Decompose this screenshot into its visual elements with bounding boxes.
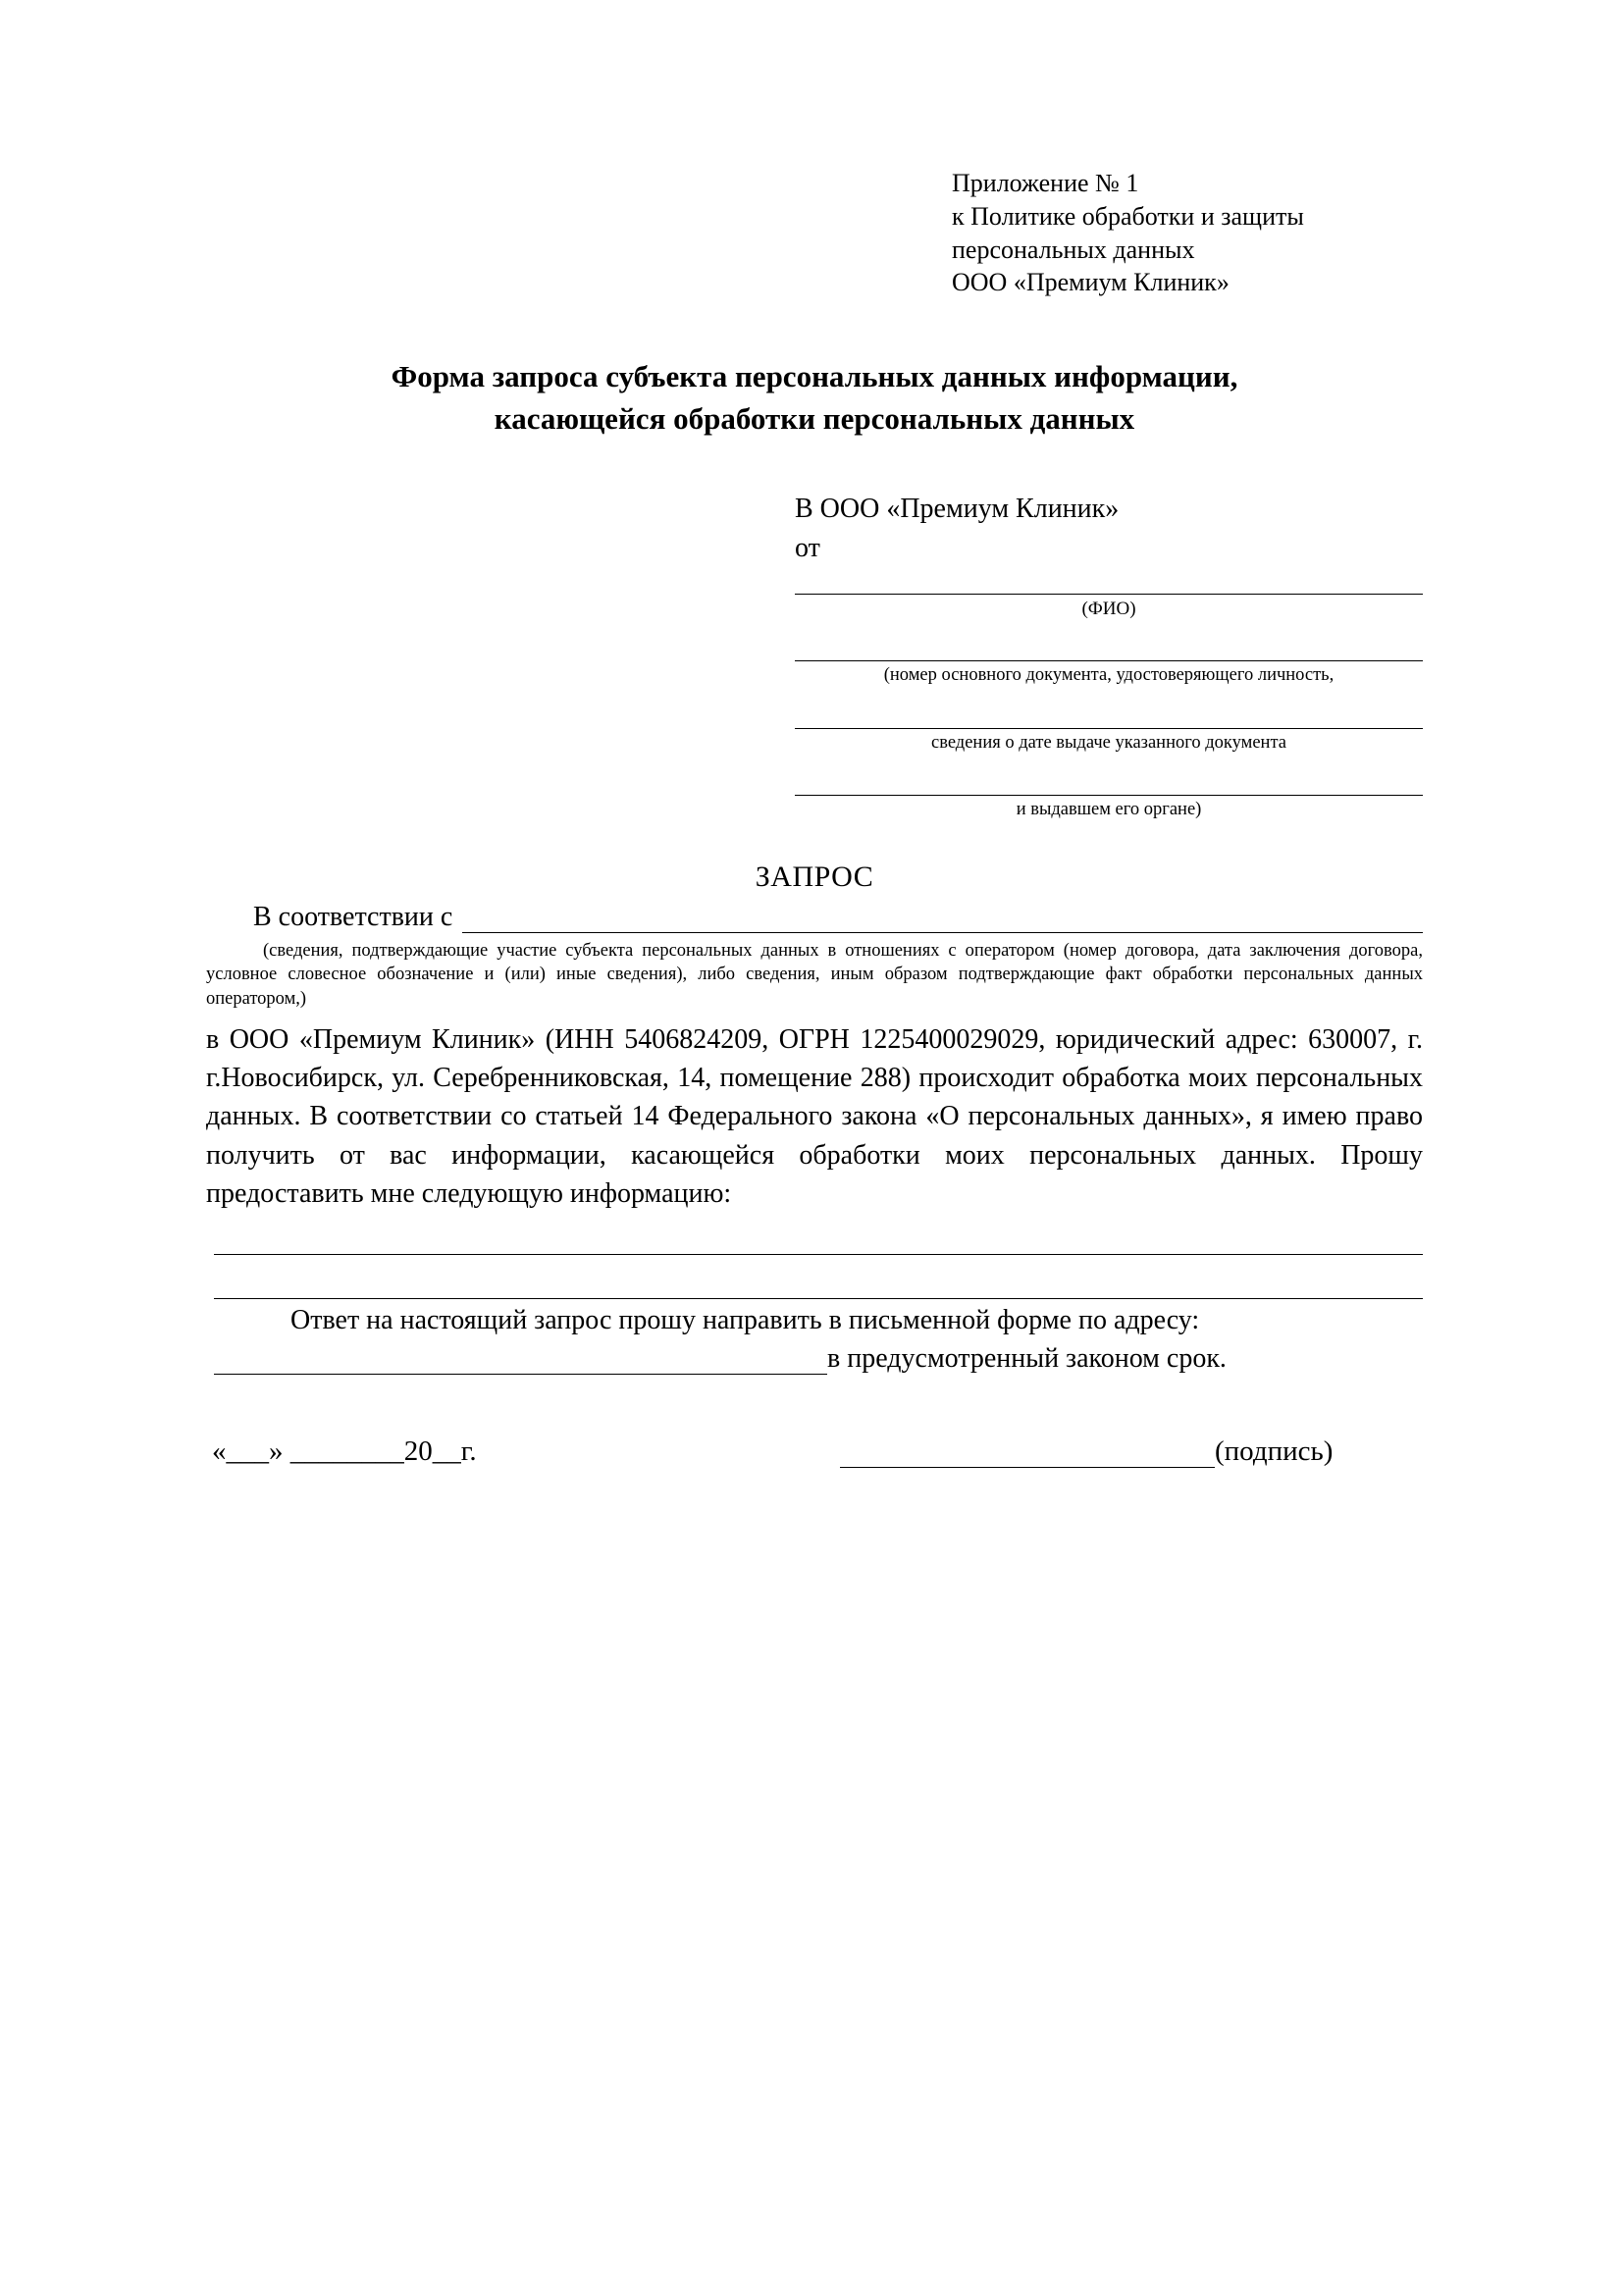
annex-line-4: ООО «Премиум Клиник» [952, 268, 1230, 297]
accordance-row [206, 902, 1423, 933]
info-request-line-2[interactable] [214, 1255, 1423, 1299]
doc-issuer-caption: и выдавшем его органе) [1016, 799, 1202, 819]
signature-caption: (подпись) [1215, 1435, 1334, 1468]
doc-issuer-input-line[interactable] [795, 765, 1423, 796]
from-label: от [795, 532, 820, 563]
reply-address-row [206, 1343, 1423, 1375]
document-content [206, 167, 1423, 1468]
reply-tail-text: в предусмотренный законом срок. [827, 1343, 1227, 1375]
annex-line-3: персональных данных [952, 235, 1195, 264]
accordance-label: В соответствии с [253, 901, 453, 932]
fio-caption: (ФИО) [1081, 598, 1136, 619]
page-title [206, 356, 1423, 441]
accordance-note [206, 939, 1423, 1011]
page-title-line-2: касающейся обработки персональных данных [494, 400, 1135, 436]
doc-number-input-line[interactable] [795, 631, 1423, 661]
doc-number-caption: (номер основного документа, удостоверяющего личность, [883, 665, 1335, 686]
reply-text: Ответ на настоящий запрос прошу направить в письменной форме по адресу: [290, 1305, 1200, 1335]
reply-paragraph [206, 1301, 1423, 1339]
addressee-line: В ООО «Премиум Клиник» [795, 493, 1120, 524]
doc-date-caption: сведения о дате выдаче указанного документа [931, 732, 1286, 753]
annex-header [952, 167, 1423, 299]
annex-line-1: Приложение № 1 [952, 169, 1139, 197]
applicant-fields [795, 564, 1423, 821]
signature-field [840, 1435, 1333, 1468]
accordance-note-text: (сведения, подтверждающие участие субъекта персональных данных в отношениях с оператором (номер договора, дата заключения договора, условное словесное обозначение и (или) иные сведения), либо сведения, иным образом подтверждающие факт обработки персональных данных оператором,) [206, 940, 1423, 1009]
page-title-line-1: Форма запроса субъекта персональных данных информации, [391, 359, 1238, 394]
signature-input-line[interactable] [840, 1441, 1215, 1468]
accordance-input-line[interactable] [462, 907, 1423, 933]
signature-row [206, 1435, 1423, 1468]
body-paragraph: в ООО «Премиум Клиник» (ИНН 5406824209, ОГРН 1225400029029, юридический адрес: 630007, г. г.Новосибирск, ул. Серебренниковская, 14, помещение 288) происходит обработка моих персональных данных. В соответствии со статьей 14 Федерального закона «О персональных данных», я имею право получить от вас информации, касающейся обработки моих персональных данных. Прошу предоставить мне следующую информацию: [206, 1024, 1423, 1209]
annex-line-2: к Политике обработки и защиты [952, 201, 1304, 231]
info-request-line-1[interactable] [214, 1213, 1423, 1255]
reply-address-input-line[interactable] [214, 1348, 827, 1375]
date-field[interactable]: «___» ________20__г. [212, 1435, 477, 1468]
fio-input-line[interactable] [795, 564, 1423, 595]
doc-date-input-line[interactable] [795, 699, 1423, 729]
request-heading: ЗАПРОС [755, 860, 874, 893]
